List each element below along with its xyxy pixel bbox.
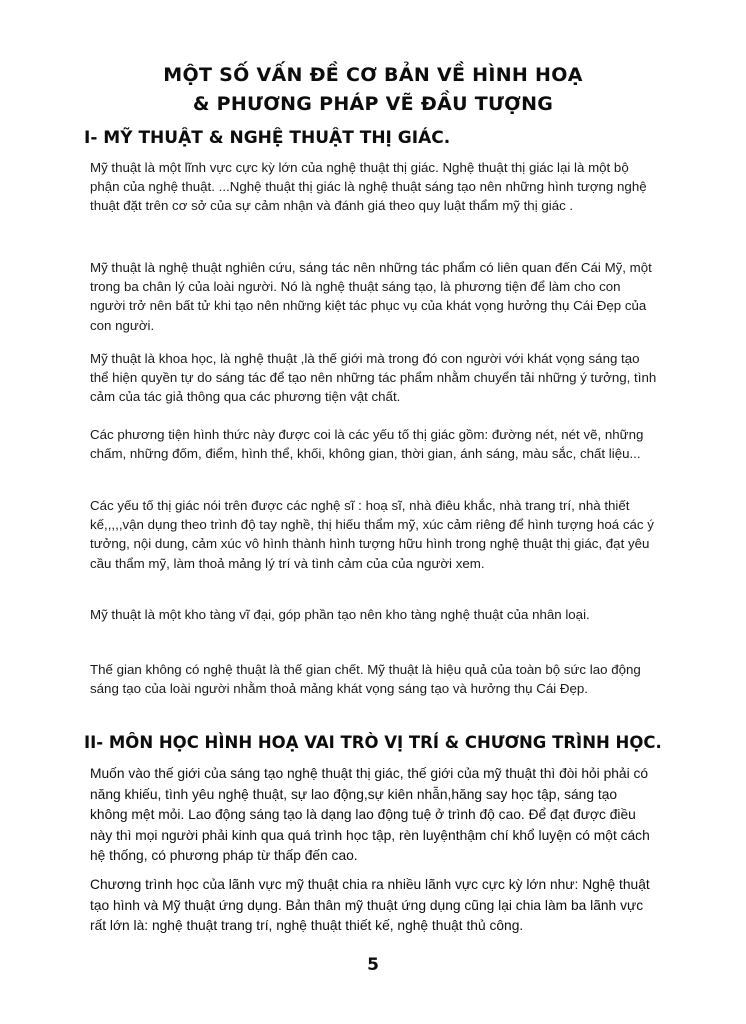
section1-paragraph-6: Mỹ thuật là một kho tàng vĩ đại, góp phần tạo nên kho tàng nghệ thuật của nhân loại.: [90, 607, 590, 622]
section1-paragraph-7: Thế gian không có nghệ thuật là thế gian chết. Mỹ thuật là hiệu quả của toàn bộ sức lao động sáng tạo của loài người nhằm thoả mảng khát vọng sáng tạo và hưởng thụ Cái Đẹp.: [90, 662, 641, 697]
section1-paragraph-3: Mỹ thuật là khoa học, là nghệ thuật ,là thế giới mà trong đó con người với khát vọng sáng tạo thể hiện quyền tự do sáng tác để tạo nên những tác phẩm nhằm chuyển tải những ý tưởng, tình cảm của tác giả thông qua các phương tiện vật chất.: [90, 351, 657, 405]
section1-heading: I- MỸ THUẬT & NGHỆ THUẬT THỊ GIÁC.: [84, 128, 451, 148]
section1-paragraph-1: Mỹ thuật là một lĩnh vực cực kỳ lớn của nghệ thuật thị giác. Nghệ thuật thị giác lại là một bộ phận của nghệ thuật. ...Nghệ thuật thị giác là nghệ thuật sáng tạo nên những hình tượng nghệ thuật đặt trên cơ sở của sự cảm nhận và đánh giá theo quy luật thẩm mỹ thị giác .: [90, 160, 647, 214]
section1-paragraph-5: Các yếu tố thị giác nói trên được các nghệ sĩ : hoạ sĩ, nhà điêu khắc, nhà trang trí, nhà thiết kế,,,,,vận dụng theo trình độ tay nghề, thị hiếu thẩm mỹ, xúc cảm riêng để hình tượng hoá các ý tưởng, nội dung, cảm xúc vô hình thành hình tượng hữu hình trong nghệ thuật thị giác, đạt yêu cầu thẩm mỹ, làm thoả mảng lý trí và tình cảm của của người xem.: [90, 498, 654, 571]
section1-paragraph-4: Các phương tiện hình thức này được coi là các yếu tố thị giác gồm: đường nét, nét vẽ, những chấm, những đốm, điểm, hình thể, khối, không gian, thời gian, ánh sáng, màu sắc, chất liệu...: [90, 427, 644, 462]
document-title-line1: MỘT SỐ VẤN ĐỀ CƠ BẢN VỀ HÌNH HOẠ: [163, 64, 583, 86]
document-title-line2: & PHƯƠNG PHÁP VẼ ĐẦU TƯỢNG: [192, 93, 554, 115]
section2-paragraph-1: Muốn vào thế giới của sáng tạo nghệ thuật thị giác, thế giới của mỹ thuật thì đòi hỏi phải có năng khiếu, tình yêu nghệ thuật, sự lao động,sự kiên nhẫn,hăng say học tập, sáng tạo không mệt mỏi. Lao động sáng tạo là dạng lao động tuệ ở trình độ cao. Để đạt được điều này thì mọi người phải kinh qua quá trình học tập, rèn luyệnthậm chí khổ luyện có một cách hệ thống, có phương pháp từ thấp đến cao.: [90, 766, 650, 863]
section2-heading: II- MÔN HỌC HÌNH HOẠ VAI TRÒ VỊ TRÍ & CHƯƠNG TRÌNH HỌC.: [84, 733, 662, 752]
section2-paragraph-2: Chương trình học của lãnh vực mỹ thuật chia ra nhiều lãnh vực cực kỳ lớn như: Nghệ thuật tạo hình và Mỹ thuật ứng dụng. Bản thân mỹ thuật ứng dụng cũng lại chia làm ba lãnh vực rất lớn là: nghệ thuật trang trí, nghệ thuật thiết kế, nghệ thuật thủ công.: [90, 877, 650, 933]
section1-paragraph-2: Mỹ thuật là nghệ thuật nghiên cứu, sáng tác nên những tác phẩm có liên quan đến Cái Mỹ, một trong ba chân lý của loài người. Nó là nghệ thuật sáng tạo, là phương tiện để làm cho con người trở nên bất tử khi tạo nên những kiệt tác phục vụ của khát vọng hưởng thụ Cái Đẹp của con người.: [90, 260, 652, 333]
page-number: 5: [367, 955, 379, 975]
